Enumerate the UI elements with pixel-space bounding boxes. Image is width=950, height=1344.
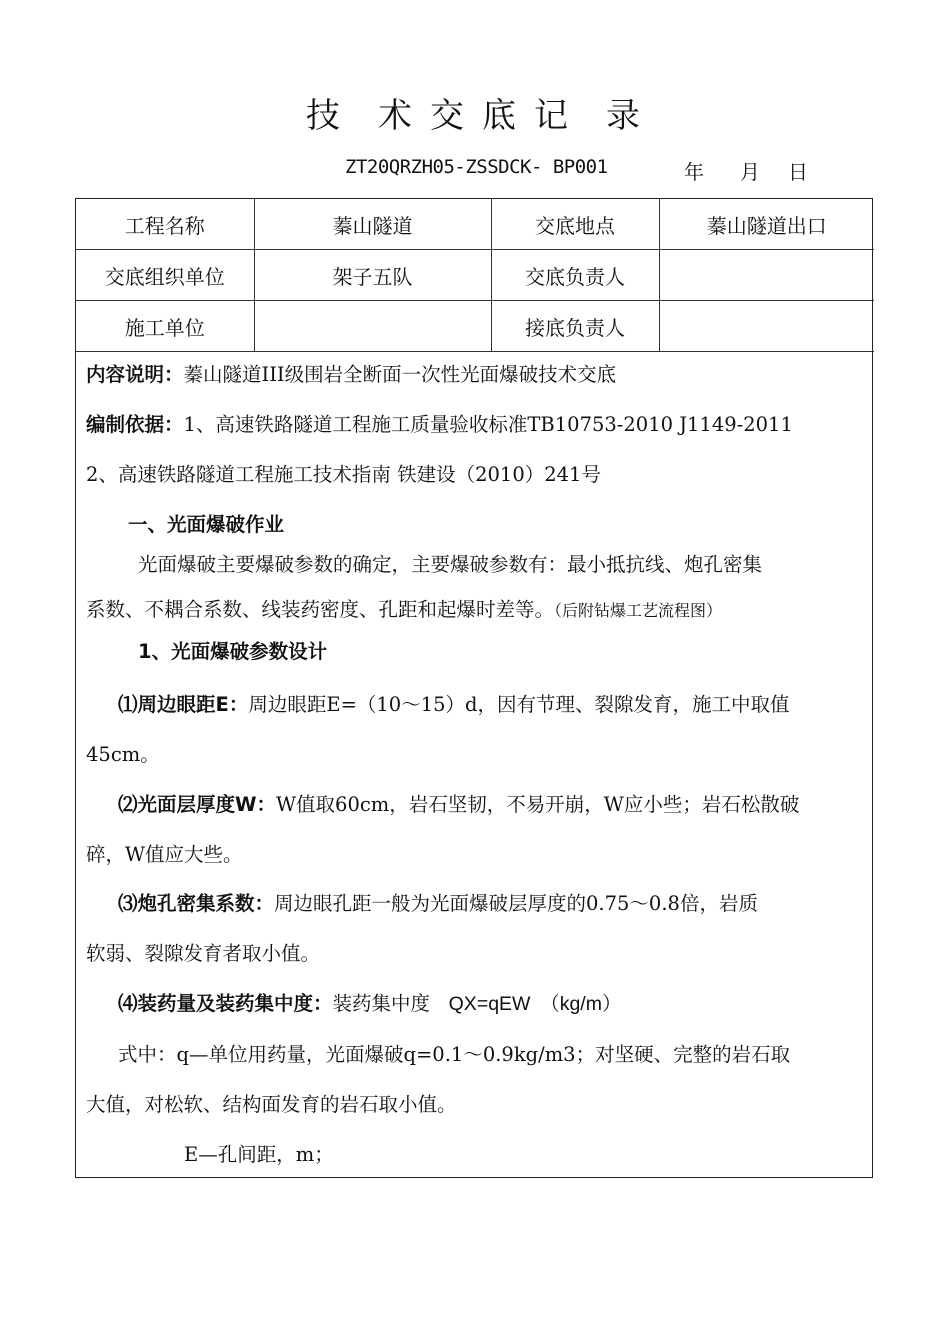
item-4-text: 装药集中度 — [332, 992, 431, 1015]
title-char: 记 — [534, 96, 572, 136]
table-row — [76, 250, 874, 301]
formula-line-3: E—孔间距，m； — [184, 1143, 334, 1166]
item-3-text: 周边眼孔距一般为光面爆破层厚度的0.75～0.8倍，岩质 — [274, 892, 758, 915]
item-3-line-1 — [118, 888, 758, 916]
formula-line-1: 式中：q—单位用药量，光面爆破q=0.1～0.9kg/m3；对坚硬、完整的岩石取 — [118, 1043, 791, 1066]
date-day-label: 日 — [788, 160, 808, 184]
date-year-label: 年 — [684, 160, 704, 184]
basis-line-1 — [86, 409, 793, 437]
document-number: ZT20QRZH05-ZSSDCK- BP001 — [345, 156, 608, 178]
item-3-label: ⑶炮孔密集系数： — [118, 892, 275, 915]
description-text: 蓁山隧道III级围岩全断面一次性光面爆破技术交底 — [183, 363, 617, 386]
item-4-line — [118, 988, 621, 1016]
briefing-person-value — [659, 250, 874, 301]
item-3-line-2: 软弱、裂隙发育者取小值。 — [86, 942, 321, 965]
subsection-heading: 1、光面爆破参数设计 — [138, 640, 328, 663]
item-2-text: W值取60cm，岩石坚韧，不易开崩，W应小些；岩石松散破 — [276, 793, 800, 816]
construction-unit-label: 施工单位 — [76, 301, 254, 352]
table-row — [76, 199, 874, 250]
title-char: 术 — [378, 96, 416, 136]
briefing-person-label: 交底负责人 — [491, 250, 659, 301]
item-1-text: 周边眼距E=（10～15）d，因有节理、裂隙发育，施工中取值 — [248, 693, 790, 716]
organizing-unit-label: 交底组织单位 — [76, 250, 254, 301]
title-char: 录 — [606, 96, 644, 136]
item-2-line-2: 碎，W值应大些。 — [86, 843, 243, 866]
section-1-heading: 一、光面爆破作业 — [128, 513, 285, 536]
item-4-label: ⑷装药量及装药集中度： — [118, 992, 333, 1015]
title-char: 交 — [430, 96, 468, 136]
description-line — [86, 359, 616, 387]
section-1-para-line-2 — [86, 594, 722, 622]
item-2-label: ⑵光面层厚度W： — [118, 793, 277, 816]
basis-line-2: 2、高速铁路隧道工程施工技术指南 铁建设（2010）241号 — [86, 463, 601, 486]
receiving-person-value — [659, 301, 874, 352]
document-title — [0, 88, 950, 137]
formula-line-2: 大值，对松软、结构面发育的岩石取小值。 — [86, 1093, 457, 1116]
table-row — [76, 301, 874, 352]
construction-unit-value — [254, 301, 491, 352]
title-char: 底 — [482, 96, 520, 136]
item-1-line-2: 45cm。 — [86, 743, 160, 766]
item-1-line-1 — [118, 689, 790, 717]
project-name-value: 蓁山隧道 — [254, 199, 491, 250]
title-char: 技 — [306, 96, 344, 136]
item-4-formula: QX=qEW （kg/m） — [448, 993, 622, 1015]
basis-text-1: 1、高速铁路隧道工程施工质量验收标准TB10753-2010 J1149-2011 — [183, 413, 793, 436]
briefing-location-value: 蓁山隧道出口 — [659, 199, 874, 250]
record-sheet — [75, 198, 873, 1178]
info-table — [76, 199, 874, 352]
section-1-para-line-1: 光面爆破主要爆破参数的确定，主要爆破参数有：最小抵抗线、炮孔密集 — [138, 553, 763, 576]
basis-label: 编制依据： — [86, 413, 184, 436]
section-1-para-text: 系数、不耦合系数、线装药密度、孔距和起爆时差等。 — [86, 598, 555, 621]
project-name-label: 工程名称 — [76, 199, 254, 250]
section-1-para-note: （后附钻爆工艺流程图） — [554, 601, 723, 620]
organizing-unit-value: 架子五队 — [254, 250, 491, 301]
date-month-label: 月 — [740, 160, 760, 184]
date-field — [684, 156, 808, 185]
description-label: 内容说明： — [86, 363, 184, 386]
briefing-location-label: 交底地点 — [491, 199, 659, 250]
item-1-label: ⑴周边眼距E： — [118, 693, 249, 716]
receiving-person-label: 接底负责人 — [491, 301, 659, 352]
item-2-line-1 — [118, 789, 799, 817]
